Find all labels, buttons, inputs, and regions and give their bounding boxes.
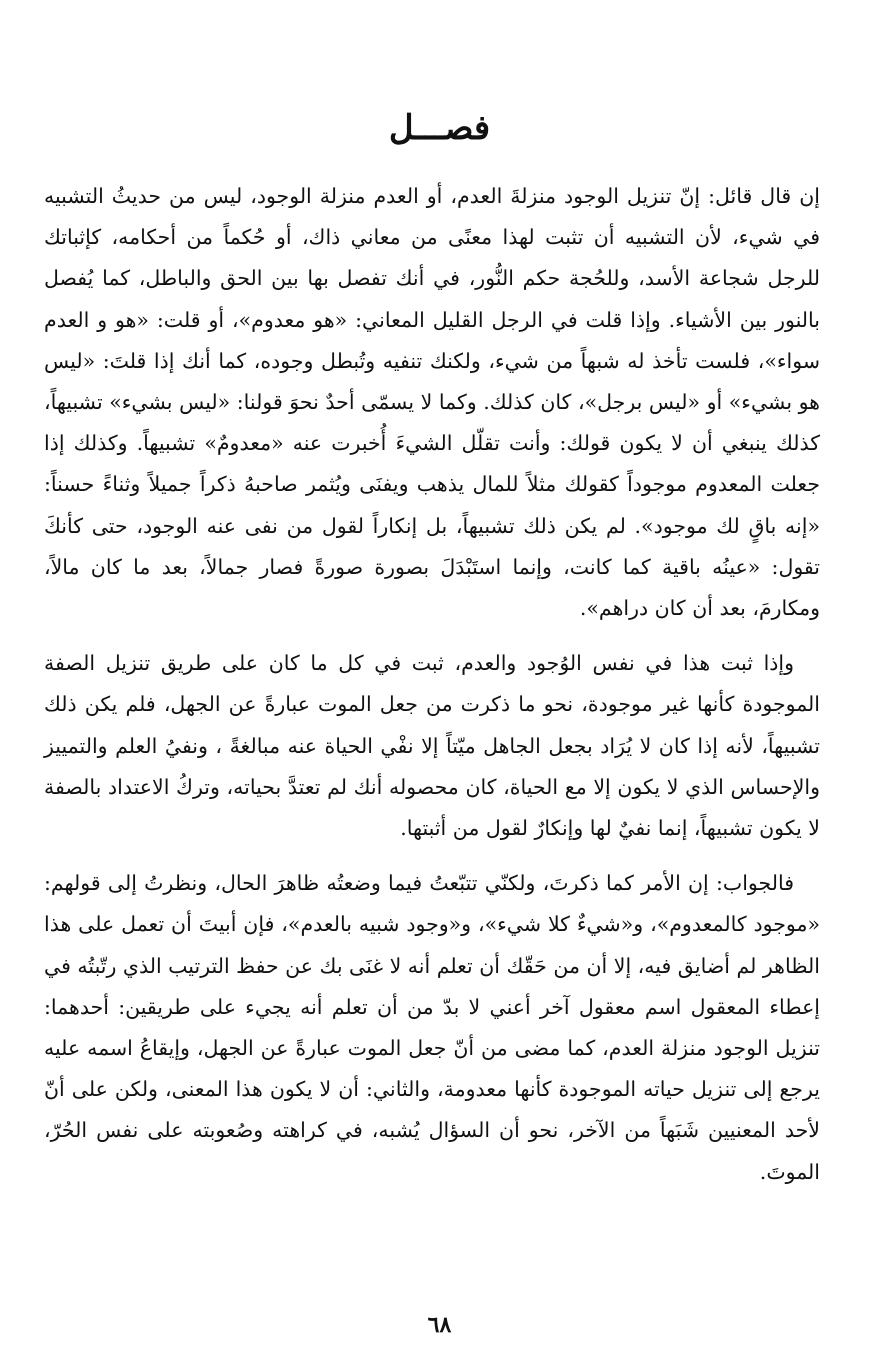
body-text	[44, 176, 820, 1207]
section-heading: فصـــل	[388, 108, 491, 148]
paragraph-3: فالجواب: إن الأمر كما ذكرتَ، ولكنّي تتبّعتُ فيما وضعتُه ظاهرَ الحال، ونظرتُ إلى قولهم: «موجود كالمعدوم»، و«شيءٌ كلا شيء»، و«وجود شبيه بالعدم»، فإن أبيتَ أن تعمل على هذا الظاهر لم أضايق فيه، إلا أن من حَقّك أن تعلم أنه لا غنَى بك عن حفظ الترتيب الذي رتّبتُه في إعطاء المعقول اسم معقول آخر أعني لا بدّ من أن تعلم أنه يجيء على طريقين: أحدهما: تنزيل الوجود منزلة العدم، كما مضى من أنّ جعل الموت عبارةً عن الجهل، وإيقاعُ اسمه عليه يرجع إلى تنزيل حياته الموجودة كأنها معدومة، والثاني: أن لا يكون هذا المعنى، ولكن على أنّ لأحد المعنيين شَبَهاً من الآخر، نحو أن السؤال يُشبه، في كراهته وصُعوبته على نفس الحُرّ، الموتَ.	[44, 871, 820, 1184]
page-number: ٦٨	[427, 1312, 452, 1338]
paragraph-2: وإذا ثبت هذا في نفس الوُجود والعدم، ثبت في كل ما كان على طريق تنزيل الصفة الموجودة كأنها غير موجودة، نحو ما ذكرت من جعل الموت عبارةً عن الجهل، فلم يكن ذلك تشبيهاً، لأنه إذا كان لا يُرَاد بجعل الجاهل ميّتاً إلا نفْي الحياة عنه مبالغةً ، ونفيُ العلم والتمييز والإحساس الذي لا يكون إلا مع الحياة، كان محصوله أنك لم تعتدَّ بحياته، وتركُ الاعتداد بالصفة لا يكون تشبيهاً، إنما نفيٌ لها وإنكارٌ لقول من أثبتها.	[44, 651, 820, 841]
paragraph-1: إن قال قائل: إنّ تنزيل الوجود منزلةَ العدم، أو العدم منزلة الوجود، ليس من حديثُ التشبيه في شيء، لأن التشبيه أن تثبت لهذا معنًى من معاني ذاك، أو حُكماً من أحكامه، كإثباتك للرجل شجاعة الأسد، وللحُجة حكم النُّور، في أنك تفصل بها بين الحق والباطل، كما يُفصل بالنور بين الأشياء. وإذا قلت في الرجل القليل المعاني: «هو معدوم»، أو قلت: «هو و العدم سواء»، فلست تأخذ له شبهاً من شيء، ولكنك تنفيه وتُبطل وجوده، كما أنك إذا قلتَ: «ليس هو بشيء» أو «ليس برجل»، كان كذلك. وكما لا يسمّى أحدٌ نحوَ قولنا: «ليس بشيء» تشبيهاً، كذلك ينبغي أن لا يكون قولك: وأنت تقلّل الشيءَ أُخبرت عنه «معدومٌ» تشبيهاً. وكذلك إذا جعلت المعدوم موجوداً كقولك مثلاً للمال يذهب ويفنَى ويُثمر صاحبهُ ذكراً جميلاً وثناءً حسناً: «إنه باقٍ لك موجود». لم يكن ذلك تشبيهاً، بل إنكاراً لقول من نفى عنه الوجود، حتى كأنكَ تقول: «عينُه باقية كما كانت، وإنما استَبْدَلَ بصورة صورةً فصار جمالاً، بعد ما كان مالاً، ومكارمَ، بعد أن كان دراهم».	[44, 184, 820, 621]
